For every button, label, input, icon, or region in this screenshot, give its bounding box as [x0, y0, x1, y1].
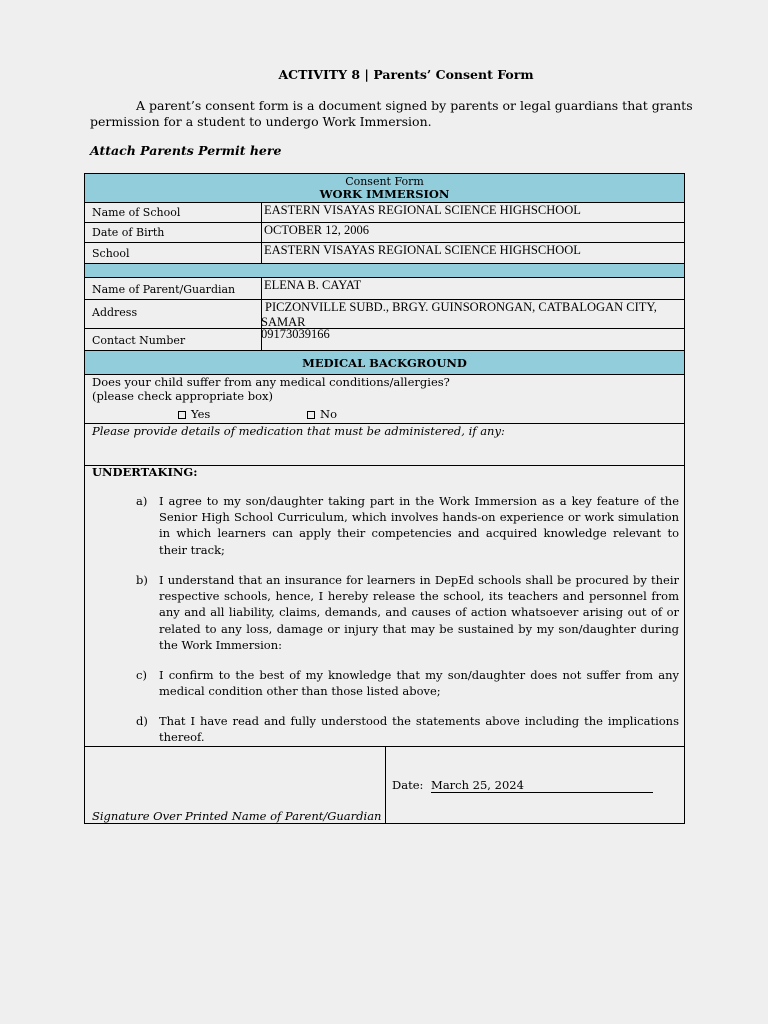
- attach-note: Attach Parents Permit here: [90, 143, 282, 158]
- undertaking-item-a: [136, 493, 679, 558]
- date-label: Date:: [392, 778, 424, 792]
- row-school: [85, 243, 684, 264]
- undertaking-title: UNDERTAKING:: [92, 465, 198, 479]
- option-yes-label: Yes: [191, 407, 211, 421]
- row-name-of-school: [85, 203, 684, 223]
- item-marker: d): [136, 714, 148, 728]
- option-yes[interactable]: [178, 407, 210, 421]
- intro-paragraph: A parent’s consent form is a document signed by parents or legal guardians that grants permission for a student to undergo Work Immersion.: [90, 98, 693, 129]
- item-marker: b): [136, 573, 148, 587]
- consent-form: [84, 173, 685, 824]
- item-text: I understand that an insurance for learners in DepEd schools shall be procured by their respective schools, hence, I hereby release the school, its teachers and personnel from any and all liability, claims, demands, and causes of action whatsoever arising out of or related to any loss, damage or injury that may be sustained by my son/daughter during the Work Immersion:: [159, 573, 679, 652]
- medication-prompt: Please provide details of medication that must be administered, if any:: [92, 424, 505, 438]
- form-header: [85, 174, 684, 203]
- row-address: [85, 300, 684, 329]
- page-title: ACTIVITY 8 | Parents’ Consent Form: [278, 67, 534, 82]
- row-date-of-birth: [85, 223, 684, 243]
- row-label: School: [92, 247, 130, 260]
- signature-vertical-divider: [385, 746, 386, 823]
- item-text: That I have read and fully understood the statements above including the implications thereof.: [159, 714, 679, 745]
- row-value: EASTERN VISAYAS REGIONAL SCIENCE HIGHSCHOOL: [264, 203, 581, 217]
- row-value: EASTERN VISAYAS REGIONAL SCIENCE HIGHSCHOOL: [264, 243, 581, 257]
- row-label: Contact Number: [92, 334, 186, 347]
- date-line[interactable]: [431, 778, 653, 793]
- undertaking-item-d: [136, 713, 679, 745]
- row-label: Name of Parent/Guardian: [92, 283, 236, 296]
- date-value: March 25, 2024: [431, 778, 524, 792]
- row-value: ELENA B. CAYAT: [264, 278, 362, 292]
- undertaking-item-c: [136, 667, 679, 699]
- no-checkbox[interactable]: [307, 411, 315, 419]
- item-text: I confirm to the best of my knowledge that my son/daughter does not suffer from any medical condition other than those listed above;: [159, 668, 679, 699]
- row-label: Name of School: [92, 206, 181, 219]
- medical-header-text: MEDICAL BACKGROUND: [302, 356, 467, 370]
- signature-label: Signature Over Printed Name of Parent/Guardian: [92, 809, 382, 823]
- form-header-small: Consent Form: [345, 175, 424, 188]
- medication-field[interactable]: [85, 424, 684, 466]
- undertaking-item-b: [136, 572, 679, 653]
- row-value: PICZONVILLE SUBD., BRGY. GUINSORONGAN, CATBALOGAN CITY, SAMAR: [261, 300, 657, 329]
- medical-question-2: (please check appropriate box): [92, 389, 274, 403]
- yes-checkbox[interactable]: [178, 411, 186, 419]
- blue-separator: [85, 264, 684, 278]
- row-label: Date of Birth: [92, 226, 165, 239]
- option-no-label: No: [320, 407, 337, 421]
- item-text: I agree to my son/daughter taking part in the Work Immersion as a key feature of the Senior High School Curriculum, which involves hands-on experience or work simulation in which learners can apply their competencies and acquired knowledge relevant to their track;: [159, 494, 679, 557]
- row-contact-number: [85, 329, 684, 351]
- row-value: OCTOBER 12, 2006: [264, 223, 369, 237]
- row-parent-name: [85, 278, 684, 300]
- row-label: Address: [92, 306, 138, 319]
- option-no[interactable]: [307, 407, 337, 421]
- medical-header: [85, 351, 684, 375]
- item-marker: a): [136, 494, 148, 508]
- medical-question: [85, 375, 684, 424]
- row-value: 09173039166: [261, 327, 330, 341]
- date-field[interactable]: [392, 778, 653, 793]
- medical-question-1: Does your child suffer from any medical conditions/allergies?: [92, 375, 450, 389]
- form-header-main: WORK IMMERSION: [319, 187, 450, 201]
- item-marker: c): [136, 668, 147, 682]
